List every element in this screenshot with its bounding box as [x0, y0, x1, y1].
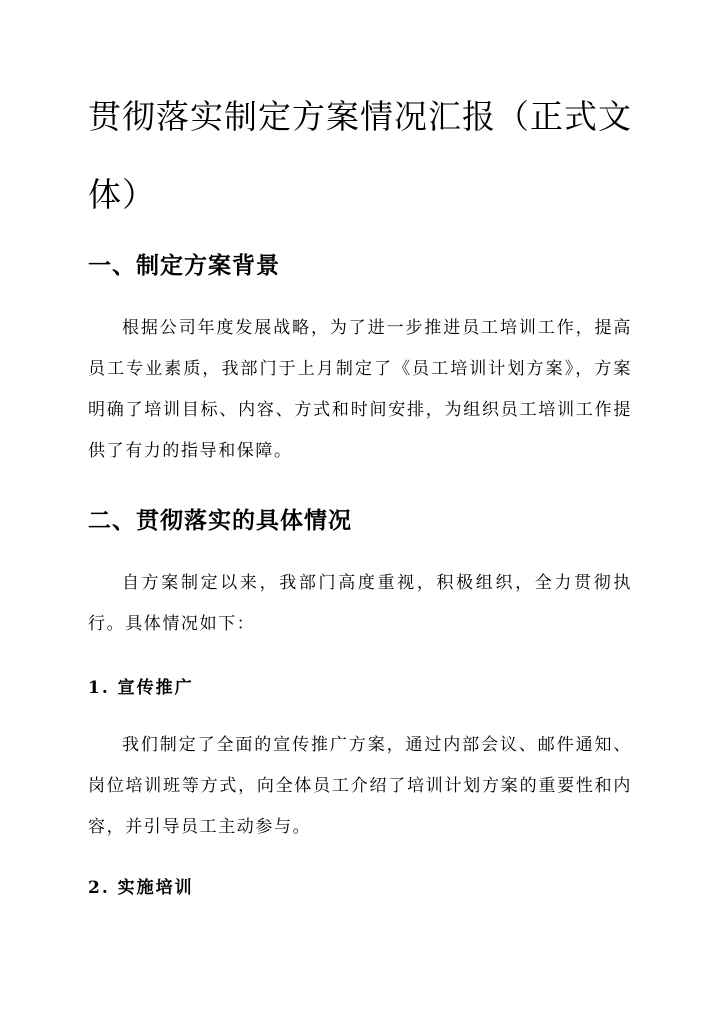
- paragraph-background: 根据公司年度发展战略，为了进一步推进员工培训工作，提高员工专业素质，我部门于上月制定了《员工培训计划方案》，方案明确了培训目标、内容、方式和时间安排，为组织员工培训工作提供了有力的指导和保障。: [88, 318, 632, 461]
- paragraph-implementation-intro: 自方案制定以来，我部门高度重视，积极组织，全力贯彻执行。具体情况如下：: [88, 573, 632, 634]
- paragraph-promotion: 我们制定了全面的宣传推广方案，通过内部会议、邮件通知、岗位培训班等方式，向全体员工介绍了培训计划方案的重要性和内容，并引导员工主动参与。: [88, 735, 632, 837]
- document-title: 贯彻落实制定方案情况汇报（正式文体）: [88, 97, 632, 214]
- subheading-promotion: 1. 宣传推广: [88, 678, 194, 698]
- section-heading-background: 一、制定方案背景: [88, 252, 280, 279]
- section-heading-implementation: 二、贯彻落实的具体情况: [88, 507, 352, 534]
- subheading-training: 2. 实施培训: [88, 878, 194, 898]
